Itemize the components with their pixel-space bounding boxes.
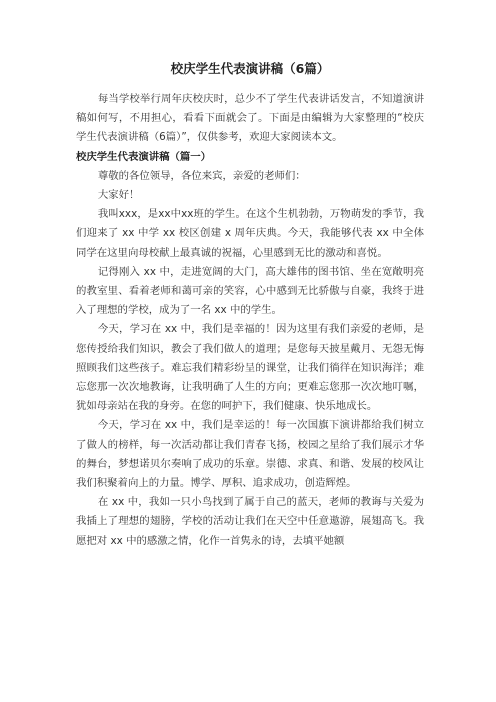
document-title: 校庆学生代表演讲稿（6篇） <box>170 61 330 76</box>
body-paragraph: 在 xx 中，我如一只小鸟找到了属于自己的蓝天，老师的教诲与关爱为我插上了理想的翅膀，学校的活动让我们在天空中任意遨游，展翅高飞。我愿把对 xx 中的感激之情，化作一首隽永的诗，去填平她额 <box>76 496 424 547</box>
salutation: 尊敬的各位领导，各位来宾，亲爱的老师们： <box>97 169 306 182</box>
intro-paragraph: 每当学校举行周年庆校庆时，总少不了学生代表讲话发言，不知道演讲稿如何写，不用担心，看看下面就会了。下面是由编辑为大家整理的“校庆学生代表演讲稿（6篇）”，仅供参考，欢迎大家阅读本文。 <box>76 93 424 144</box>
body-paragraph: 我叫xxx，是xx中xx班的学生。在这个生机勃勃，万物萌发的季节，我们迎来了 xx 中学 xx 校区创建 x 周年庆典。今天，我能够代表 xx 中全体同学在这里向母校献上最真诚的祝福，心里感到无比的激动和喜悦。 <box>76 208 424 259</box>
body-paragraph: 今天，学习在 xx 中，我们是幸运的！每一次国旗下演讲都给我们树立了做人的榜样，每一次活动都让我们青春飞扬，校园之星给了我们展示才华的舞台，梦想诺贝尔奏响了成功的乐章。崇德、求真、和谐、发展的校风让我们积聚着向上的力量。博学、厚积、追求成功，创造辉煌。 <box>76 419 424 490</box>
greeting: 大家好！ <box>97 189 140 202</box>
body-paragraph: 今天，学习在 xx 中，我们是幸福的！因为这里有我们亲爱的老师，是您传授给我们知识，教会了我们做人的道理；是您每天披星戴月、无怨无悔照顾我们这些孩子。难忘我们精彩纷呈的课堂，让我们徜徉在知识海洋；难忘您那一次次地教诲，让我明确了人生的方向；更难忘您那一次次地叮嘱，犹如母亲站在我的身旁。在您的呵护下，我们健康、快乐地成长。 <box>76 323 424 413</box>
body-paragraph: 记得刚入 xx 中，走进宽阔的大门，高大雄伟的图书馆、坐在宽敞明亮的教室里、看着老师和蔼可亲的笑容，心中感到无比骄傲与自豪，我终于进入了理想的学校，成为了一名 xx 中的学生。 <box>76 265 424 317</box>
document <box>76 60 424 551</box>
section-heading: 校庆学生代表演讲稿（篇一） <box>76 150 212 163</box>
